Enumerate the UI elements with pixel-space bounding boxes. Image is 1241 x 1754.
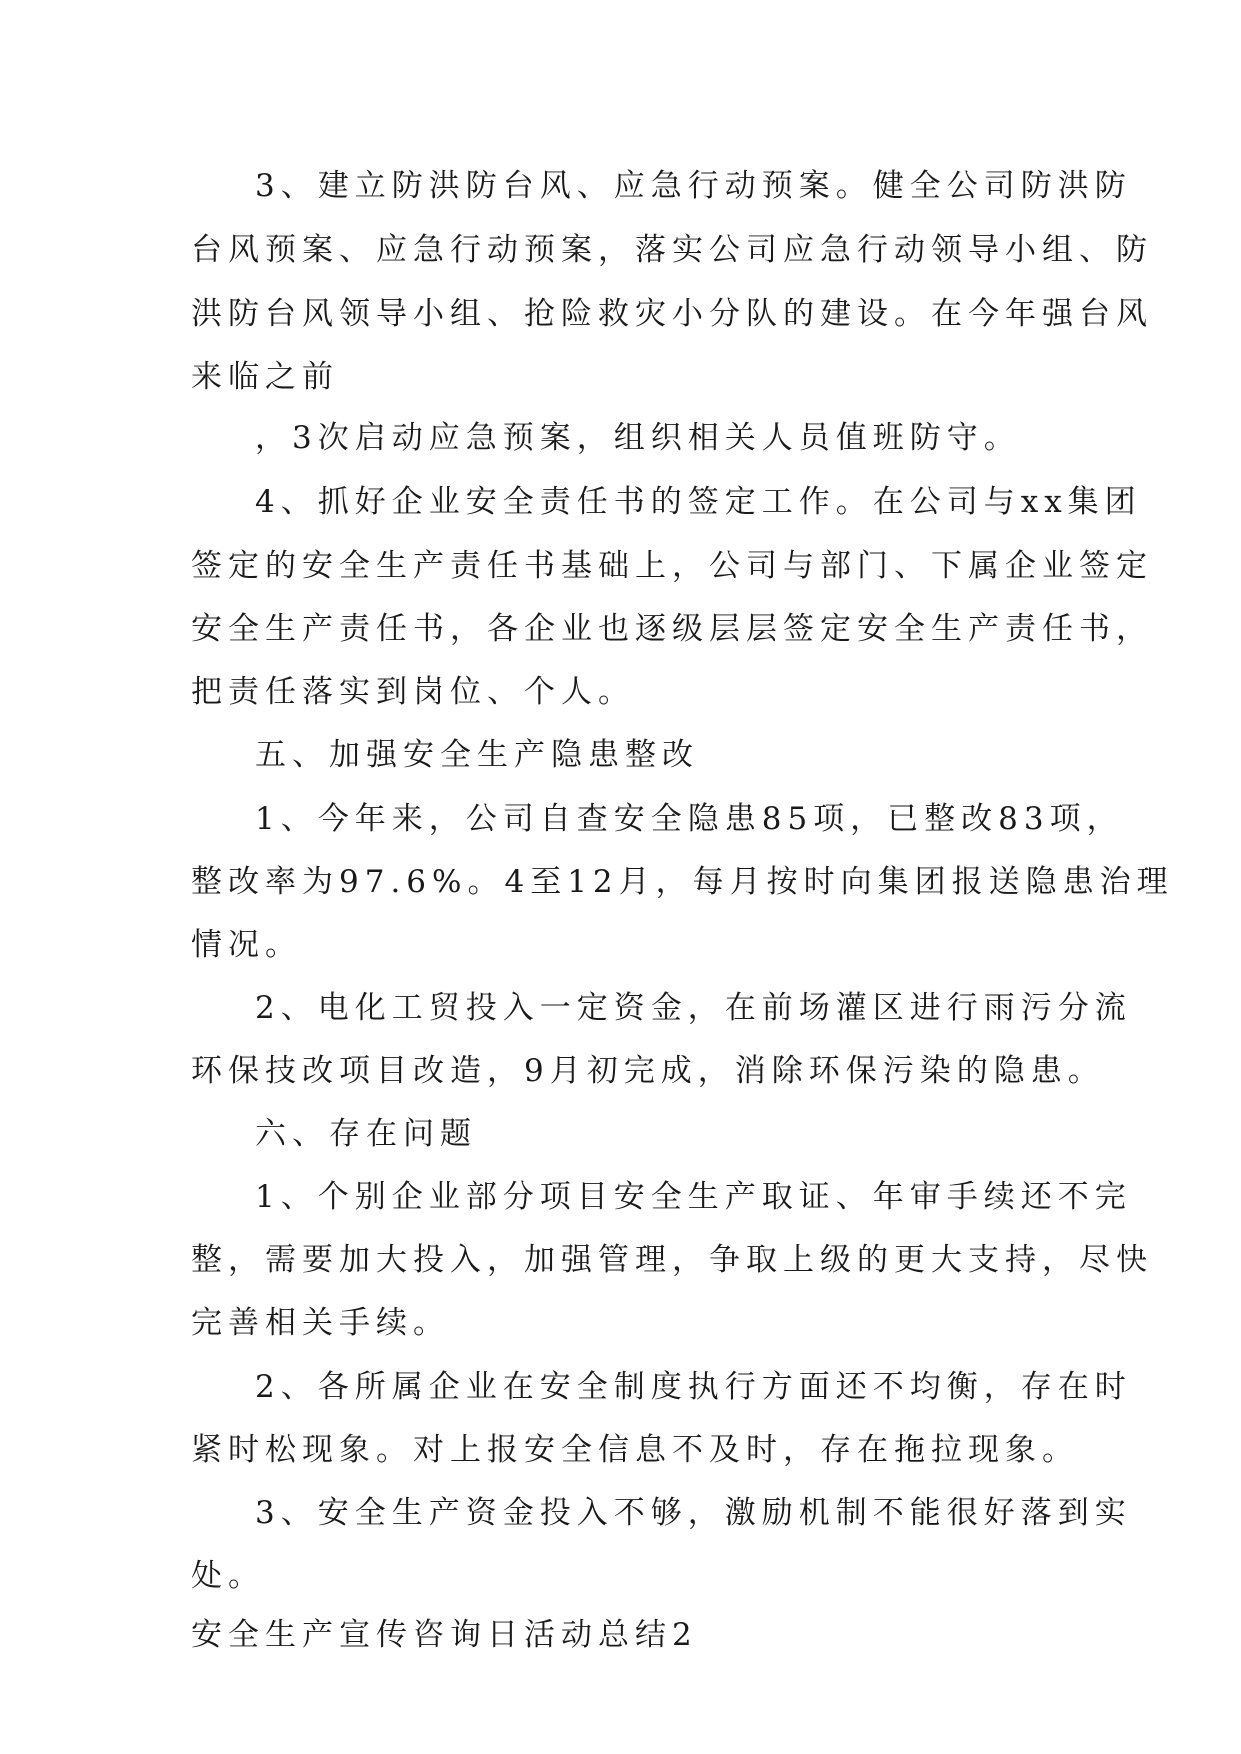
paragraph-line: 紧时松现象。对上报安全信息不及时，存在拖拉现象。 bbox=[191, 1432, 1079, 1468]
paragraph-line: 4、抓好企业安全责任书的签定工作。在公司与xx集团 bbox=[255, 484, 1142, 520]
paragraph-line: 整，需要加大投入，加强管理，争取上级的更大支持，尽快 bbox=[191, 1242, 1153, 1278]
paragraph-line: 洪防台风领导小组、抢险救灾小分队的建设。在今年强台风 bbox=[191, 296, 1153, 332]
paragraph-line: 环保技改项目改造，9月初完成，消除环保污染的隐患。 bbox=[191, 1053, 1105, 1089]
paragraph-line: ，3次启动应急预案，组织相关人员值班防守。 bbox=[255, 420, 1021, 456]
paragraph-line: 把责任落实到岗位、个人。 bbox=[191, 674, 635, 710]
paragraph-line: 处。 bbox=[191, 1558, 265, 1594]
paragraph-line: 3、安全生产资金投入不够，激励机制不能很好落到实 bbox=[255, 1495, 1132, 1531]
paragraph-line: 2、各所属企业在安全制度执行方面还不均衡，存在时 bbox=[255, 1369, 1132, 1405]
paragraph-line: 台风预案、应急行动预案，落实公司应急行动领导小组、防 bbox=[191, 232, 1153, 268]
section-heading: 五、加强安全生产隐患整改 bbox=[255, 737, 699, 773]
paragraph-line: 来临之前 bbox=[191, 359, 339, 395]
paragraph-line: 2、电化工贸投入一定资金，在前场灌区进行雨污分流 bbox=[255, 990, 1132, 1026]
document-title: 安全生产宣传咨询日活动总结2 bbox=[191, 1617, 698, 1653]
paragraph-line: 整改率为97.6%。4至12月，每月按时向集团报送隐患治理 bbox=[191, 864, 1174, 900]
paragraph-line: 完善相关手续。 bbox=[191, 1305, 450, 1341]
paragraph-line: 1、今年来，公司自查安全隐患85项，已整改83项， bbox=[255, 801, 1124, 837]
paragraph-line: 签定的安全生产责任书基础上，公司与部门、下属企业签定 bbox=[191, 548, 1153, 584]
paragraph-line: 情况。 bbox=[191, 927, 302, 963]
section-heading: 六、存在问题 bbox=[255, 1116, 477, 1152]
paragraph-line: 1、个别企业部分项目安全生产取证、年审手续还不完 bbox=[255, 1179, 1132, 1215]
paragraph-line: 3、建立防洪防台风、应急行动预案。健全公司防洪防 bbox=[255, 168, 1132, 204]
paragraph-line: 安全生产责任书，各企业也逐级层层签定安全生产责任书， bbox=[191, 611, 1153, 647]
